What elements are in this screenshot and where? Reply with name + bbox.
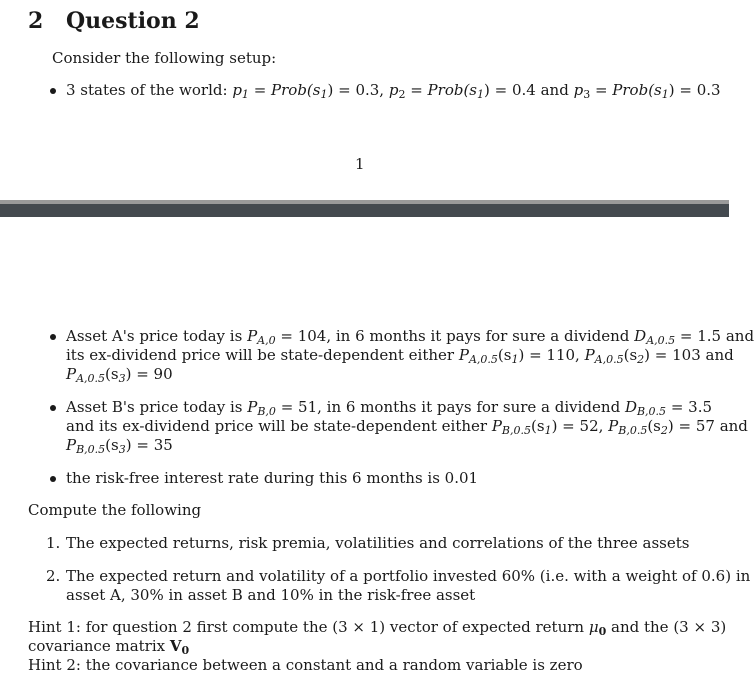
- riskfree-bullet: the risk-free interest rate during this 6 months is 0.01: [66, 469, 478, 488]
- page-separator: [0, 204, 729, 217]
- states-bullet: 3 states of the world: $p_1$ = $Prob(s_1) = 0.3$, $p_2$ = $Prob(s_1) = 0.4$ and $p_3$ = $Prob(s_1) = 0.3$: [66, 81, 721, 100]
- list-item: 2. The expected return and volatility of a portfolio invested 60% (i.e. with a weight of 0.6) in asset A, 30% in asset B and 10% in the risk-free asset: [46, 567, 751, 604]
- asset-a-bullet: Asset A's price today is $P_{A,0} = 104$, in 6 months it pays for sure a dividend $D_{A,0.5} = 1.5$ and its ex-dividend price will be state-dependent either $P_{A,0.5}(s_1) = 110$, $P_{A,0.5}(s_2) = 103$ and $P_{A,0.5}(s_3) = 90$: [66, 327, 690, 384]
- list-item: 1. The expected returns, risk premia, volatilities and correlations of the three assets: [46, 534, 690, 552]
- intro-text: Consider the following setup:: [52, 49, 277, 67]
- section-title: Question 2: [66, 8, 200, 34]
- bullet-icon: [50, 88, 56, 94]
- hint-2: Hint 2: the covariance between a constant and a random variable is zero: [28, 656, 583, 674]
- hint-1: Hint 1: for question 2 first compute the (3 × 1) vector of expected return $\mu_0$ and the (3 × 3) covariance matrix $V_0$: [28, 618, 727, 657]
- bullet-icon: [50, 476, 56, 482]
- bullet-icon: [50, 334, 56, 340]
- asset-b-bullet: Asset B's price today is $P_{B,0} = 51$, in 6 months it pays for sure a dividend $D_{B,0.5} = 3.5$ and its ex-dividend price will be state-dependent either $P_{B,0.5}(s_1) = 52$, $P_{B,0.5}(s_2) = 57$ and $P_{B,0.5}(s_3) = 35$: [66, 398, 690, 455]
- page-number: 1: [355, 155, 365, 173]
- bullet-icon: [50, 405, 56, 411]
- section-number: 2: [28, 8, 44, 34]
- compute-heading: Compute the following: [28, 501, 202, 519]
